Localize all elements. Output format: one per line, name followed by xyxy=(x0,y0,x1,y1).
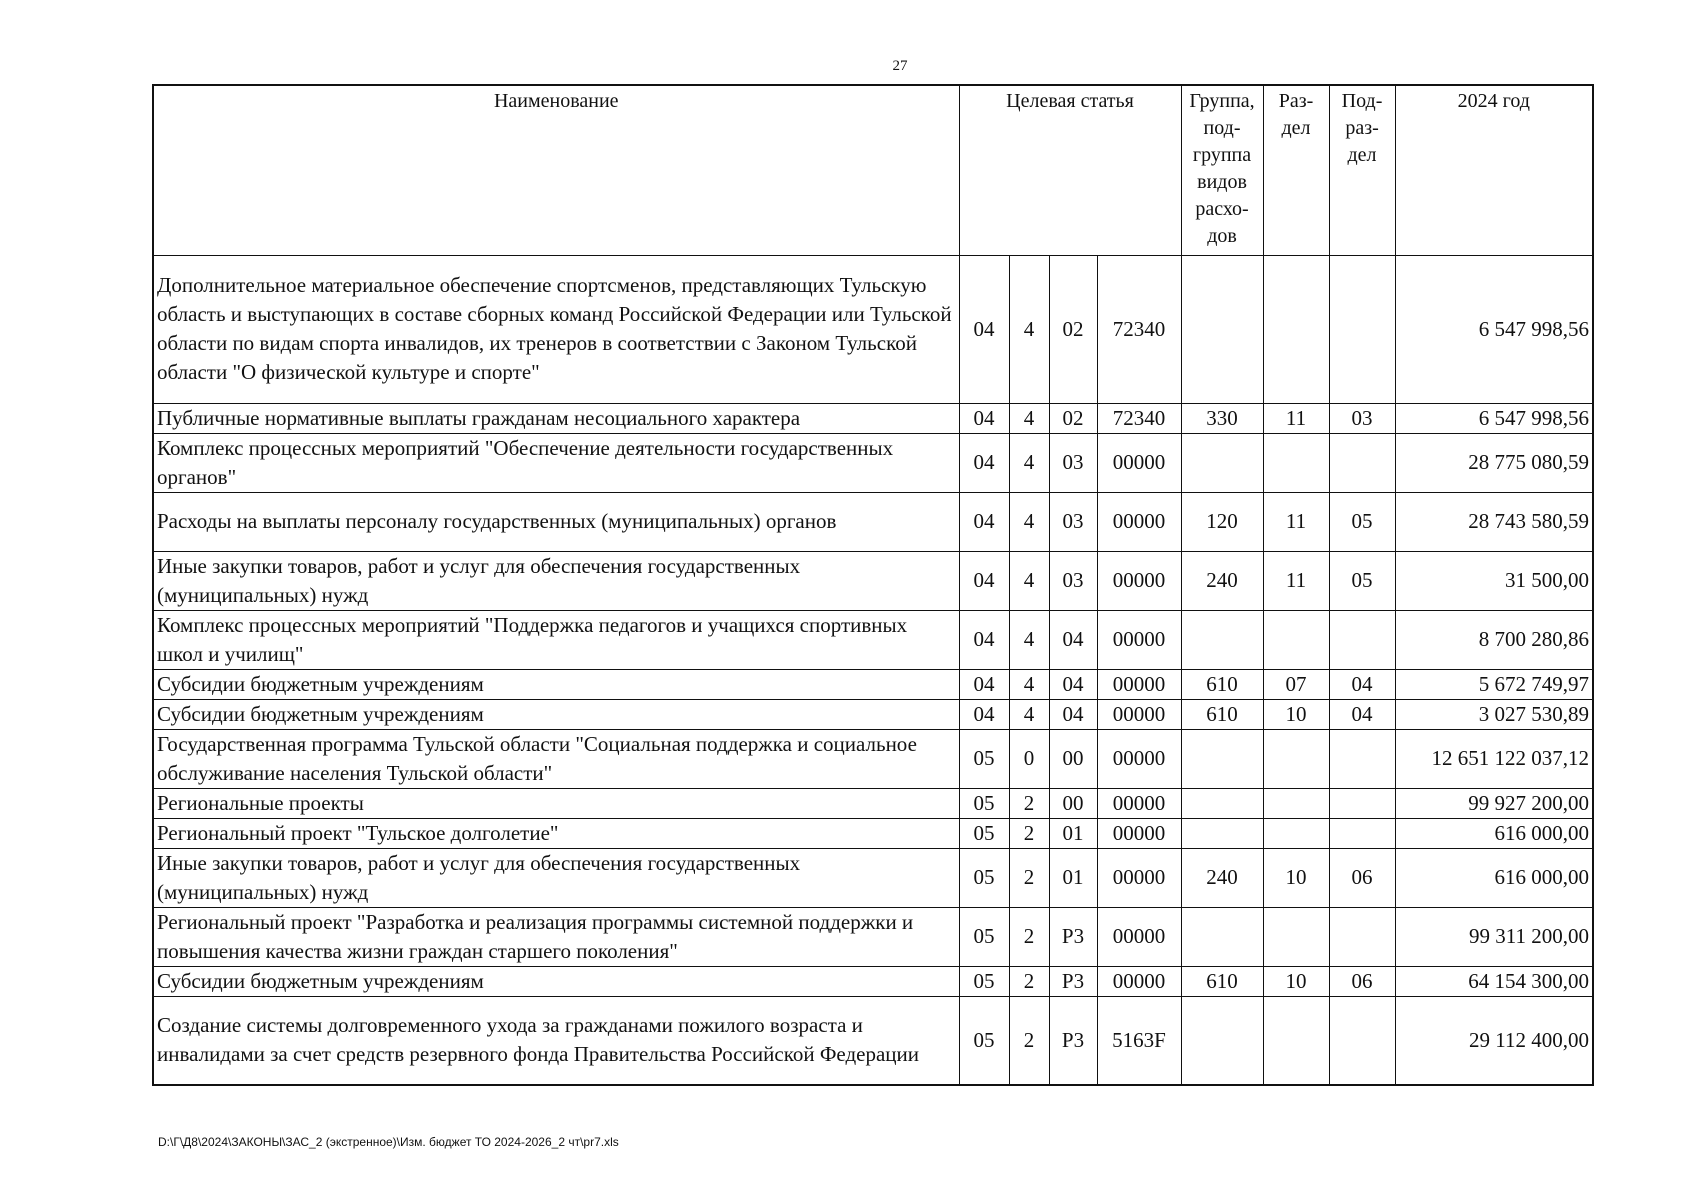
row-code-direction: 00000 xyxy=(1097,788,1181,818)
row-code-type: 4 xyxy=(1009,610,1049,669)
row-code-type: 2 xyxy=(1009,848,1049,907)
table-row xyxy=(153,255,1593,403)
row-code-direction: 00000 xyxy=(1097,610,1181,669)
row-amount: 99 927 200,00 xyxy=(1395,788,1593,818)
row-code-type: 4 xyxy=(1009,433,1049,492)
file-path-footer: D:\Г\Д8\2024\ЗАКОНЫ\ЗАС_2 (экстренное)\Изм. бюджет ТО 2024-2026_2 чт\pr7.xls xyxy=(158,1135,619,1149)
row-subsection xyxy=(1329,907,1395,966)
row-code-direction: 00000 xyxy=(1097,848,1181,907)
row-code-direction: 00000 xyxy=(1097,433,1181,492)
row-code-program: 05 xyxy=(959,848,1009,907)
row-section: 07 xyxy=(1263,669,1329,699)
row-subsection xyxy=(1329,610,1395,669)
row-subsection: 04 xyxy=(1329,699,1395,729)
row-code-program: 04 xyxy=(959,669,1009,699)
table-header-row xyxy=(153,85,1593,255)
row-code-program: 04 xyxy=(959,551,1009,610)
row-code-program: 05 xyxy=(959,729,1009,788)
table-row xyxy=(153,610,1593,669)
row-amount: 64 154 300,00 xyxy=(1395,966,1593,996)
row-group: 610 xyxy=(1181,669,1263,699)
table-row xyxy=(153,966,1593,996)
header-subsection: Под- раз- дел xyxy=(1329,85,1395,255)
row-code-program: 05 xyxy=(959,818,1009,848)
row-code-structure: Р3 xyxy=(1049,996,1097,1085)
row-name: Комплекс процессных мероприятий "Обеспечение деятельности государственных органов" xyxy=(153,433,959,492)
row-code-type: 2 xyxy=(1009,788,1049,818)
row-name: Создание системы долговременного ухода за гражданами пожилого возраста и инвалидами за счет средств резервного фонда Правительства Российской Федерации xyxy=(153,996,959,1085)
table-row xyxy=(153,551,1593,610)
row-name: Региональный проект "Разработка и реализация программы системной поддержки и повышения качества жизни граждан старшего поколения" xyxy=(153,907,959,966)
row-name: Субсидии бюджетным учреждениям xyxy=(153,699,959,729)
row-code-type: 2 xyxy=(1009,818,1049,848)
row-section: 11 xyxy=(1263,403,1329,433)
row-code-program: 05 xyxy=(959,996,1009,1085)
row-amount: 3 027 530,89 xyxy=(1395,699,1593,729)
table-row xyxy=(153,907,1593,966)
row-code-structure: 02 xyxy=(1049,403,1097,433)
page-number: 27 xyxy=(892,58,908,74)
row-name: Расходы на выплаты персоналу государственных (муниципальных) органов xyxy=(153,492,959,551)
row-code-structure: Р3 xyxy=(1049,966,1097,996)
row-amount: 99 311 200,00 xyxy=(1395,907,1593,966)
row-subsection xyxy=(1329,788,1395,818)
row-group: 120 xyxy=(1181,492,1263,551)
row-group: 240 xyxy=(1181,848,1263,907)
row-section xyxy=(1263,788,1329,818)
row-code-structure: 04 xyxy=(1049,699,1097,729)
row-section: 10 xyxy=(1263,848,1329,907)
row-code-type: 4 xyxy=(1009,699,1049,729)
row-section: 11 xyxy=(1263,492,1329,551)
table-row xyxy=(153,788,1593,818)
table-row xyxy=(153,848,1593,907)
row-amount: 31 500,00 xyxy=(1395,551,1593,610)
row-amount: 5 672 749,97 xyxy=(1395,669,1593,699)
row-group xyxy=(1181,818,1263,848)
row-group: 330 xyxy=(1181,403,1263,433)
row-code-structure: 03 xyxy=(1049,433,1097,492)
row-group: 610 xyxy=(1181,966,1263,996)
header-name: Наименование xyxy=(153,85,959,255)
row-section xyxy=(1263,610,1329,669)
row-code-structure: Р3 xyxy=(1049,907,1097,966)
table-row xyxy=(153,433,1593,492)
row-section: 10 xyxy=(1263,966,1329,996)
row-name: Комплекс процессных мероприятий "Поддержка педагогов и учащихся спортивных школ и училищ" xyxy=(153,610,959,669)
row-subsection: 06 xyxy=(1329,848,1395,907)
header-year: 2024 год xyxy=(1395,85,1593,255)
row-amount: 616 000,00 xyxy=(1395,848,1593,907)
row-code-direction: 72340 xyxy=(1097,255,1181,403)
row-subsection: 04 xyxy=(1329,669,1395,699)
table-row xyxy=(153,996,1593,1085)
row-code-program: 04 xyxy=(959,433,1009,492)
row-subsection: 05 xyxy=(1329,492,1395,551)
row-group xyxy=(1181,433,1263,492)
table-row xyxy=(153,699,1593,729)
row-code-program: 04 xyxy=(959,403,1009,433)
row-subsection xyxy=(1329,433,1395,492)
row-amount: 616 000,00 xyxy=(1395,818,1593,848)
row-group: 240 xyxy=(1181,551,1263,610)
row-code-direction: 00000 xyxy=(1097,907,1181,966)
row-subsection xyxy=(1329,255,1395,403)
row-amount: 6 547 998,56 xyxy=(1395,255,1593,403)
row-code-type: 4 xyxy=(1009,551,1049,610)
row-name: Дополнительное материальное обеспечение спортсменов, представляющих Тульскую область и выступающих в составе сборных команд Российской Федерации или Тульской области по видам спорта инвалидов, их тренеров в соответствии с Законом Тульской области "О физической культуре и спорте" xyxy=(153,255,959,403)
row-code-direction: 00000 xyxy=(1097,699,1181,729)
table-row xyxy=(153,403,1593,433)
row-code-program: 05 xyxy=(959,907,1009,966)
row-section: 11 xyxy=(1263,551,1329,610)
row-code-program: 04 xyxy=(959,610,1009,669)
row-section xyxy=(1263,818,1329,848)
row-code-structure: 04 xyxy=(1049,610,1097,669)
row-code-direction: 00000 xyxy=(1097,669,1181,699)
row-name: Региональный проект "Тульское долголетие" xyxy=(153,818,959,848)
row-code-structure: 00 xyxy=(1049,788,1097,818)
row-code-direction: 72340 xyxy=(1097,403,1181,433)
row-section: 10 xyxy=(1263,699,1329,729)
row-code-direction: 5163F xyxy=(1097,996,1181,1085)
row-code-direction: 00000 xyxy=(1097,966,1181,996)
row-code-structure: 04 xyxy=(1049,669,1097,699)
row-subsection xyxy=(1329,729,1395,788)
row-code-program: 04 xyxy=(959,255,1009,403)
row-section xyxy=(1263,907,1329,966)
row-code-structure: 01 xyxy=(1049,818,1097,848)
row-name: Иные закупки товаров, работ и услуг для обеспечения государственных (муниципальных) нужд xyxy=(153,551,959,610)
row-amount: 28 743 580,59 xyxy=(1395,492,1593,551)
row-code-structure: 01 xyxy=(1049,848,1097,907)
row-code-direction: 00000 xyxy=(1097,551,1181,610)
row-group xyxy=(1181,255,1263,403)
row-amount: 6 547 998,56 xyxy=(1395,403,1593,433)
row-group xyxy=(1181,729,1263,788)
row-name: Региональные проекты xyxy=(153,788,959,818)
table-row xyxy=(153,492,1593,551)
row-code-direction: 00000 xyxy=(1097,492,1181,551)
row-section xyxy=(1263,255,1329,403)
row-code-type: 4 xyxy=(1009,669,1049,699)
table-row xyxy=(153,669,1593,699)
row-name: Субсидии бюджетным учреждениям xyxy=(153,669,959,699)
row-code-program: 04 xyxy=(959,492,1009,551)
row-code-structure: 00 xyxy=(1049,729,1097,788)
budget-table xyxy=(152,84,1594,1086)
row-group xyxy=(1181,907,1263,966)
header-target-article: Целевая статья xyxy=(959,85,1181,255)
row-code-type: 4 xyxy=(1009,403,1049,433)
row-group xyxy=(1181,610,1263,669)
row-code-type: 2 xyxy=(1009,996,1049,1085)
row-subsection xyxy=(1329,996,1395,1085)
row-subsection: 03 xyxy=(1329,403,1395,433)
row-amount: 8 700 280,86 xyxy=(1395,610,1593,669)
row-group xyxy=(1181,996,1263,1085)
row-code-direction: 00000 xyxy=(1097,729,1181,788)
row-code-direction: 00000 xyxy=(1097,818,1181,848)
row-code-program: 05 xyxy=(959,788,1009,818)
header-section: Раз- дел xyxy=(1263,85,1329,255)
row-code-type: 2 xyxy=(1009,907,1049,966)
row-name: Публичные нормативные выплаты гражданам несоциального характера xyxy=(153,403,959,433)
table-row xyxy=(153,818,1593,848)
row-amount: 29 112 400,00 xyxy=(1395,996,1593,1085)
row-amount: 12 651 122 037,12 xyxy=(1395,729,1593,788)
row-code-structure: 03 xyxy=(1049,492,1097,551)
row-code-structure: 03 xyxy=(1049,551,1097,610)
row-subsection: 06 xyxy=(1329,966,1395,996)
row-section xyxy=(1263,996,1329,1085)
row-code-type: 2 xyxy=(1009,966,1049,996)
row-section xyxy=(1263,729,1329,788)
row-code-program: 05 xyxy=(959,966,1009,996)
row-name: Иные закупки товаров, работ и услуг для обеспечения государственных (муниципальных) нужд xyxy=(153,848,959,907)
row-amount: 28 775 080,59 xyxy=(1395,433,1593,492)
row-subsection: 05 xyxy=(1329,551,1395,610)
row-code-program: 04 xyxy=(959,699,1009,729)
header-group: Группа, под- группа видов расхо- дов xyxy=(1181,85,1263,255)
row-group xyxy=(1181,788,1263,818)
row-group: 610 xyxy=(1181,699,1263,729)
row-name: Государственная программа Тульской области "Социальная поддержка и социальное обслуживание населения Тульской области" xyxy=(153,729,959,788)
table-row xyxy=(153,729,1593,788)
row-code-type: 4 xyxy=(1009,255,1049,403)
row-name: Субсидии бюджетным учреждениям xyxy=(153,966,959,996)
row-subsection xyxy=(1329,818,1395,848)
row-code-type: 4 xyxy=(1009,492,1049,551)
row-code-structure: 02 xyxy=(1049,255,1097,403)
row-section xyxy=(1263,433,1329,492)
row-code-type: 0 xyxy=(1009,729,1049,788)
